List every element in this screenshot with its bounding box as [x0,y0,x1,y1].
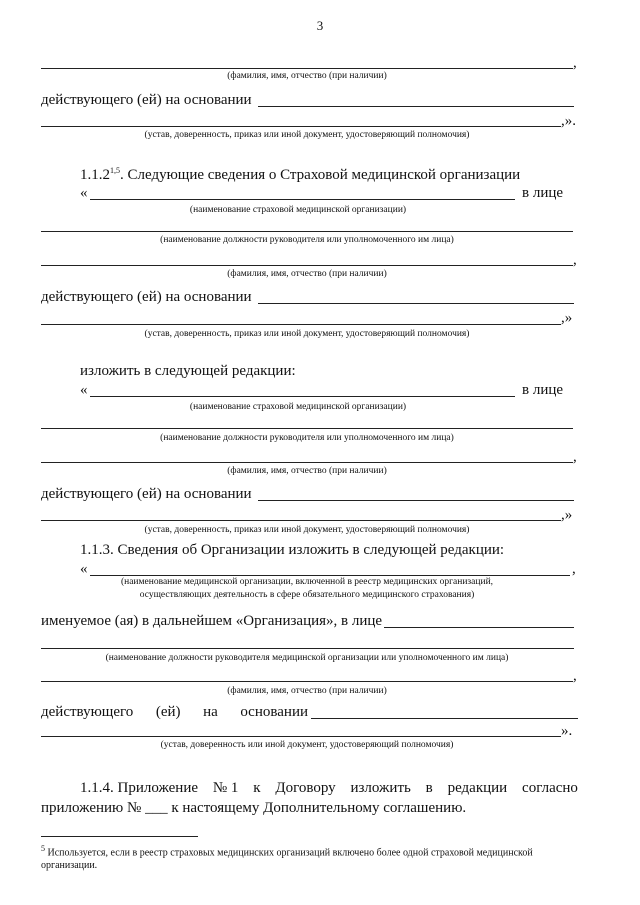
caption-org-manager: (наименование должности руководителя медицинской организации или уполномоченного им лица) [105,653,509,663]
footnote-separator [41,836,198,837]
acting-basis-label: действующего (ей) на основании [41,486,252,502]
manager-line[interactable] [41,428,573,429]
acting-basis-label: действующего (ей) на основании [41,92,252,108]
open-quote: « [80,561,88,577]
caption-basis: (устав, доверенность, приказ или иной документ, удостоверяющий полномочия) [144,525,470,535]
acting-word: основании [240,704,308,720]
caption-insurer: (наименование страховой медицинской организации) [189,402,407,412]
caption-manager: (наименование должности руководителя или уполномоченного им лица) [160,433,454,443]
caption-fio: (фамилия, имя, отчество (при наличии) [227,686,387,696]
new-edition-label: изложить в следующей редакции: [80,363,296,379]
section-1-1-2-heading: 1.1.2$^{1,5}$. Следующие сведения о Страховой медицинской организации [80,166,521,183]
word: № 1 [212,780,239,796]
close-quote: ,». [561,113,576,129]
comma: , [573,449,577,465]
caption-fio: (фамилия, имя, отчество (при наличии) [227,269,387,279]
acting-word: на [203,704,218,720]
acting-word: действующего [41,704,134,720]
fio-line[interactable] [41,681,573,682]
open-quote: « [80,185,88,201]
word: изложить [350,780,411,796]
acting-basis-row [41,704,308,721]
close-quote: ,» [561,507,573,523]
in-person-label: в лице [522,382,564,398]
page-number: 3 [316,18,324,33]
basis-line-2[interactable] [41,736,561,737]
caption-fio: (фамилия, имя, отчество (при наличии) [227,466,387,476]
comma: , [573,55,577,71]
insurer-name-line[interactable] [90,199,515,200]
caption-basis: (устав, доверенность, приказ или иной документ, удостоверяющий полномочия) [144,329,470,339]
fio-line[interactable] [41,265,573,266]
word: согласно [522,780,578,796]
footnote: $^5$ Используется, если в реестр страховых медицинских организаций включено более одной страховой медицинской организации. [41,844,533,872]
section-1-1-3-heading: 1.1.3. Сведения об Организации изложить в следующей редакции: [80,542,505,558]
acting-basis-label: действующего (ей) на основании [41,289,252,305]
comma: , [573,252,577,268]
basis-line[interactable] [258,106,574,107]
acting-word: (ей) [155,704,181,720]
comma: , [573,668,577,684]
basis-line-2[interactable] [41,324,561,325]
org-manager-line-short[interactable] [384,627,574,628]
basis-line-2[interactable] [41,126,561,127]
fio-line[interactable] [41,462,573,463]
manager-line[interactable] [41,231,573,232]
caption-insurer: (наименование страховой медицинской организации) [189,205,407,215]
close-quote: ». [561,723,573,739]
basis-line[interactable] [311,718,578,719]
word: в [425,780,433,796]
caption-manager: (наименование должности руководителя или уполномоченного им лица) [160,235,454,245]
word: 1.1.4. Приложение [80,780,199,796]
hereinafter-label: именуемое (ая) в дальнейшем «Организация», в лице [41,613,383,629]
fio-line[interactable] [41,68,573,69]
basis-line-2[interactable] [41,520,561,521]
comma: , [572,561,576,577]
basis-line[interactable] [258,303,574,304]
basis-line[interactable] [258,500,574,501]
section-1-1-4-line2: приложению № ___ к настоящему Дополнительному соглашению. [41,800,467,816]
caption-fio: (фамилия, имя, отчество (при наличии) [227,71,387,81]
word: к [253,780,261,796]
caption-org-line2: осуществляющих деятельность в сфере обязательного медицинского страхования) [139,590,475,600]
word: редакции [447,780,508,796]
word: Договору [275,780,336,796]
caption-basis: (устав, доверенность, приказ или иной документ, удостоверяющий полномочия) [144,130,470,140]
org-manager-line[interactable] [41,648,574,649]
section-1-1-4-line1 [80,780,578,797]
caption-basis2: (устав, доверенность или иной документ, удостоверяющий полномочия) [160,740,454,750]
open-quote: « [80,382,88,398]
in-person-label: в лице [522,185,564,201]
org-name-line[interactable] [90,575,570,576]
caption-org-line1: (наименование медицинской организации, включенной в реестр медицинских организаций, [120,577,494,587]
close-quote: ,» [561,310,573,326]
insurer-name-line[interactable] [90,396,515,397]
